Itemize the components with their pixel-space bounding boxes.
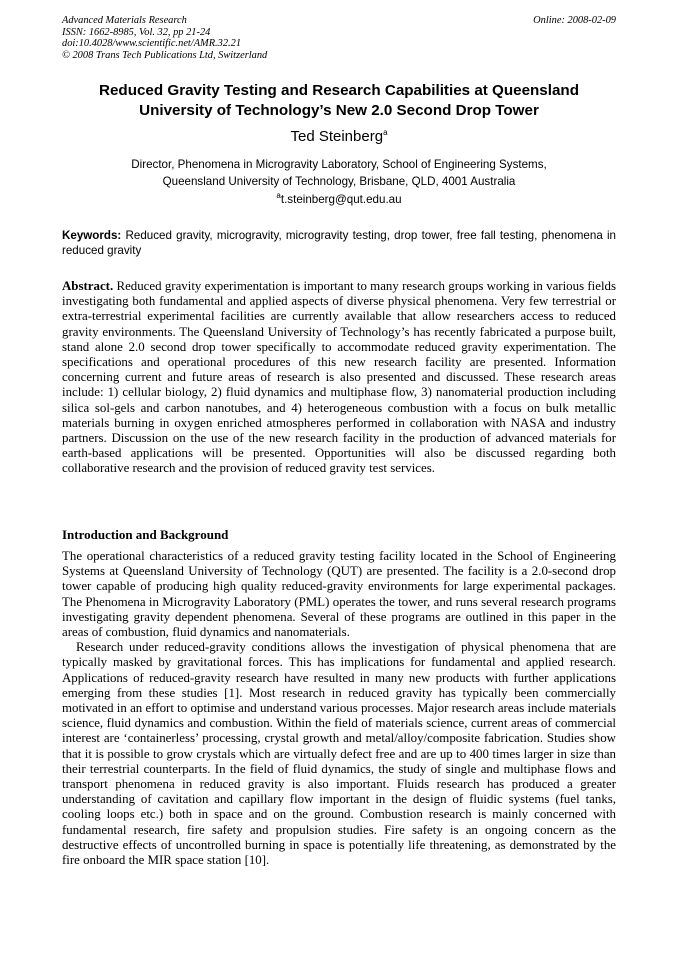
affiliation-line-1: Director, Phenomena in Microgravity Laboratory, School of Engineering Systems, — [131, 158, 547, 171]
doi-line[interactable]: doi:10.4028/www.scientific.net/AMR.32.21 — [62, 38, 242, 50]
journal-header — [62, 15, 616, 61]
journal-name: Advanced Materials Research — [62, 15, 187, 26]
abstract-label: Abstract. — [62, 279, 114, 293]
paper-title — [62, 81, 616, 121]
online-date: Online: 2008-02-09 — [533, 15, 616, 26]
section-heading: Introduction and Background — [62, 527, 229, 542]
intro-paragraph-1: The operational characteristics of a reduced gravity testing facility located in the School of Engineering Systems at Queensland University of Technology (QUT) are presented. The facility is a 2.0-second drop tower capable of producing high quality reduced-gravity environments for large experimental packages. The Phenomena in Microgravity Laboratory (PML) operates the tower, and runs several research programs investigating gravity dependent phenomena. Several of these programs are outlined in this paper in the areas of combustion, fluid dynamics and nanomaterials. — [62, 549, 616, 640]
author-email — [62, 192, 616, 208]
copyright-line: © 2008 Trans Tech Publications Ltd, Switzerland — [62, 49, 268, 61]
email-address[interactable]: t.steinberg@qut.edu.au — [280, 193, 402, 206]
keywords-text: Reduced gravity, microgravity, microgravity testing, drop tower, free fall testing, phenomena in reduced gravity — [62, 229, 616, 257]
author-name: Ted Steinberg — [290, 128, 384, 145]
author — [62, 128, 616, 146]
author-affiliation-mark: a — [383, 128, 388, 137]
intro-paragraph-2: Research under reduced-gravity conditions allows the investigation of physical phenomena that are typically masked by gravitational forces. This has implications for fundamental and applied research. Applications of reduced-gravity research have resulted in many new products with further applications emerging from these studies [1]. Most research in reduced gravity has typically been commercially motivated in an effort to optimise and understand various processes. Major research areas include materials science, fluid dynamics and combustion. Within the field of materials science, current areas of commercial interest are ‘containerless’ processing, crystal growth and metal/alloy/composite fabrication. Studies show that it is possible to grow crystals which are virtually defect free and are up to 400 times larger in size than their terrestrial counterparts. In the field of fluid dynamics, the study of single and multiphase flows and transport phenomena in reduced gravity is also important. Fluids research has produced a greater understanding of cavitation and capillary flow important in the design of fluidic systems (fuel tanks, cooling loops etc.) both in space and on the ground. Combustion research is mainly concerned with fundamental research, fire safety and propulsion studies. Fire safety is an ongoing concern as the destructive effects of uncontrolled burning in space is potentially life threatening, as demonstrated by the fire onboard the MIR space station [10]. — [62, 640, 616, 868]
title-line-1: Reduced Gravity Testing and Research Capabilities at Queensland — [99, 82, 579, 99]
intro-section — [62, 549, 616, 868]
email-mark: a — [276, 191, 281, 201]
keywords — [62, 228, 616, 258]
affiliation — [62, 156, 616, 190]
keywords-label: Keywords: — [62, 229, 122, 242]
title-line-2: University of Technology’s New 2.0 Second Drop Tower — [139, 102, 539, 119]
issn-line: ISSN: 1662-8985, Vol. 32, pp 21-24 — [62, 26, 211, 38]
abstract — [62, 279, 616, 477]
abstract-text: Reduced gravity experimentation is important to many research groups working in various fields investigating both fundamental and applied aspects of diverse physical phenomena. Very few terrestrial or extra-terrestrial experimental facilities are currently available that allow researchers access to reduced gravity environments. The Queensland University of Technology’s has recently fabricated a purpose built, stand alone 2.0 second drop tower specifically to accommodate reduced gravity experimentation. The specifications and operational procedures of this new research facility are presented. Information concerning current and future areas of research is also presented and discussed. These research areas include: 1) cellular biology, 2) fluid dynamics and multiphase flow, 3) nanomaterial production including silica sol-gels and carbon nanotubes, and 4) heterogeneous combustion with a focus on bulk metallic materials burning in oxygen enriched atmospheres performed in collaboration with NASA and industry partners. Discussion on the use of the new research facility in the production of advanced materials for earth-based applications will be presented. Opportunities will also be discussed regarding both collaborative research and the provision of reduced gravity test services. — [62, 279, 616, 476]
affiliation-line-2: Queensland University of Technology, Brisbane, QLD, 4001 Australia — [162, 175, 516, 188]
